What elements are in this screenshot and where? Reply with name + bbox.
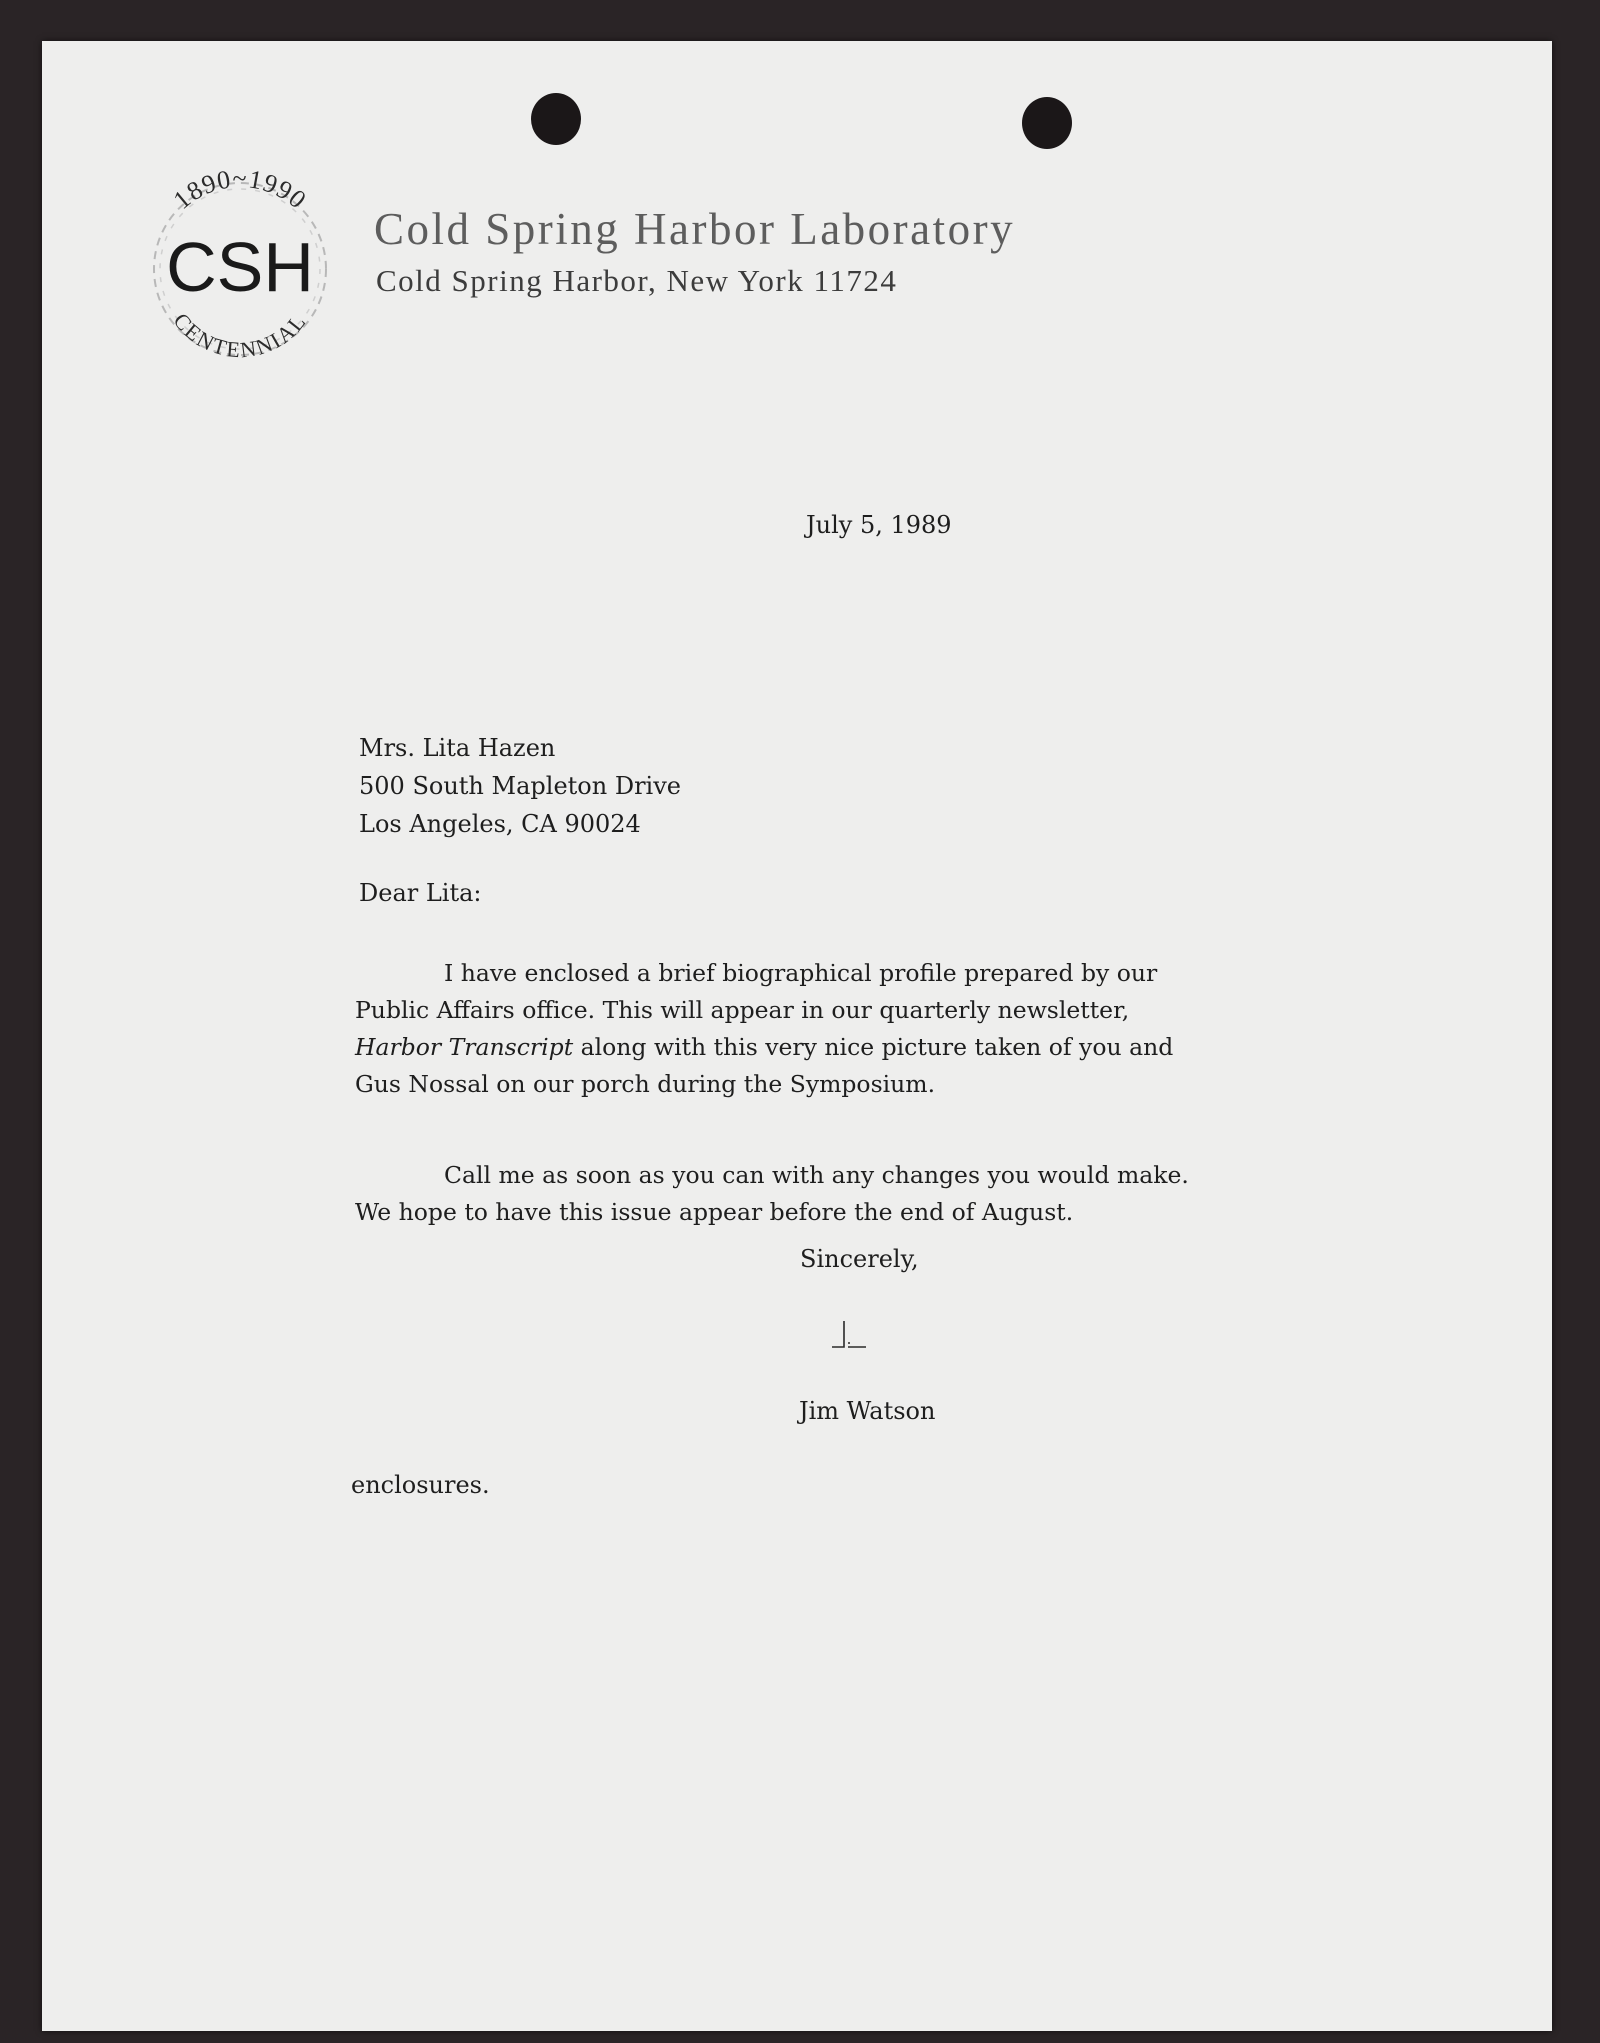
punch-hole-right [1022, 97, 1072, 149]
salutation: Dear Lita: [359, 879, 482, 907]
recipient-street: 500 South Mapleton Drive [359, 772, 681, 800]
paragraph1-line3 [355, 1029, 1173, 1066]
signer-name: Jim Watson [799, 1397, 936, 1425]
organization-name: Cold Spring Harbor Laboratory [374, 204, 1016, 254]
enclosures-note: enclosures. [351, 1471, 490, 1499]
recipient-city: Los Angeles, CA 90024 [359, 810, 641, 838]
organization-address: Cold Spring Harbor, New York 11724 [376, 263, 898, 298]
punch-hole-left [531, 93, 581, 145]
paragraph1-line4: Gus Nossal on our porch during the Symposium. [355, 1070, 936, 1098]
signature-mark [822, 1319, 882, 1355]
seal-monogram: CSH [166, 228, 314, 306]
centennial-seal-logo [130, 159, 350, 379]
paragraph2-line2: We hope to have this issue appear before the end of August. [355, 1198, 1074, 1226]
paragraph1-line2: Public Affairs office. This will appear in our quarterly newsletter, [355, 996, 1130, 1024]
paragraph2-line1: Call me as soon as you can with any changes you would make. [444, 1161, 1189, 1189]
letter-page [42, 41, 1552, 2031]
paragraph1-line1: I have enclosed a brief biographical profile prepared by our [444, 959, 1158, 987]
paragraph1-line3-rest: along with this very nice picture taken of you and [573, 1033, 1174, 1061]
seal-centennial: CENTENNIAL [168, 308, 312, 363]
newsletter-title: Harbor Transcript [355, 1033, 574, 1061]
closing: Sincerely, [800, 1245, 919, 1273]
letter-date: July 5, 1989 [806, 511, 952, 539]
recipient-name: Mrs. Lita Hazen [359, 734, 556, 762]
seal-years: 1890~1990 [167, 164, 313, 215]
